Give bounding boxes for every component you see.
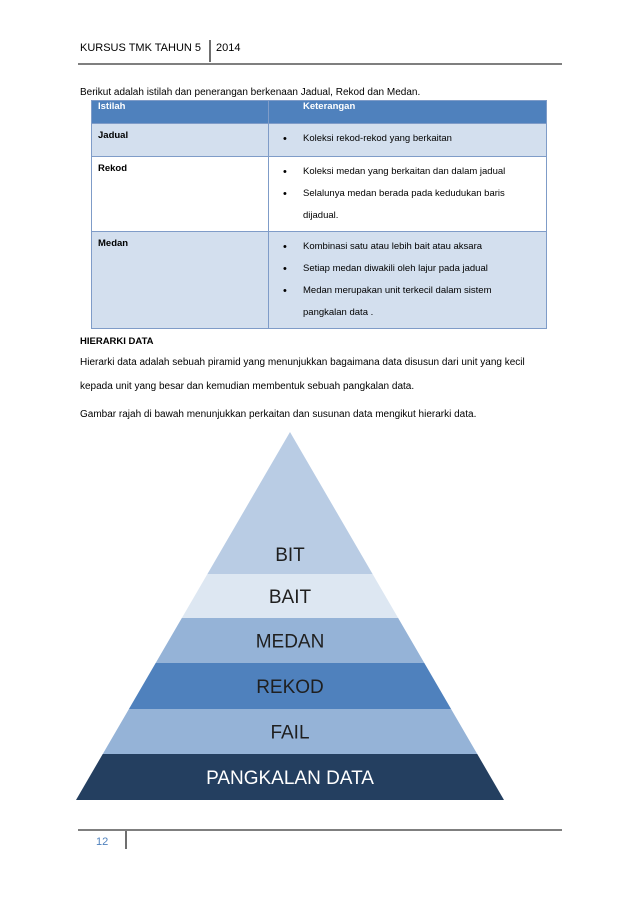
footer-rule: [78, 829, 562, 831]
paragraph-line: Hierarki data adalah sebuah piramid yang menunjukkan bagaimana data disusun dari unit yang kecil: [80, 357, 525, 368]
pyramid-label: BAIT: [268, 587, 312, 608]
description-cell: [269, 232, 547, 329]
table-header-term: Istilah: [92, 101, 269, 124]
page-number: 12: [96, 836, 109, 848]
pyramid-label: PANGKALAN DATA: [206, 768, 374, 789]
header-year: 2014: [216, 42, 241, 54]
paragraph: Gambar rajah di bawah menunjukkan perkaitan dan susunan data mengikut hierarki data.: [80, 409, 477, 420]
pyramid-label: REKOD: [256, 677, 324, 698]
terms-table: [91, 100, 547, 329]
description-point-continued: pangkalan data .: [303, 307, 374, 318]
table-header-row: [92, 101, 547, 124]
data-hierarchy-pyramid: [74, 430, 506, 802]
pyramid-label: FAIL: [270, 722, 310, 744]
description-point-continued: dijadual.: [303, 210, 339, 221]
description-cell: [269, 157, 547, 232]
header-separator: [209, 40, 211, 62]
pyramid-label: MEDAN: [255, 631, 325, 653]
term-cell: Medan: [92, 232, 269, 329]
table-row: [92, 157, 547, 232]
description-point: • Setiap medan diwakili oleh lajur pada jadual: [269, 258, 540, 280]
description-point: • Medan merupakan unit terkecil dalam sistem: [269, 280, 540, 302]
section-title: HIERARKI DATA: [80, 336, 154, 347]
table-row: [92, 232, 547, 329]
table-header-description: Keterangan: [269, 101, 547, 124]
paragraph-line: kepada unit yang besar dan kemudian membentuk sebuah pangkalan data.: [80, 381, 415, 392]
intro-text: Berikut adalah istilah dan penerangan berkenaan Jadual, Rekod dan Medan.: [80, 87, 421, 98]
description-point: • Koleksi medan yang berkaitan dan dalam jadual: [269, 161, 540, 183]
header-rule: [78, 63, 562, 65]
pyramid-label: BIT: [275, 545, 305, 566]
header-title: KURSUS TMK TAHUN 5: [80, 42, 202, 54]
term-cell: Rekod: [92, 157, 269, 232]
term-cell: Jadual: [92, 124, 269, 157]
page-number-separator: [125, 831, 127, 849]
description-point: • Kombinasi satu atau lebih bait atau aksara: [269, 236, 540, 258]
description-cell: [269, 124, 547, 157]
description-point: • Selalunya medan berada pada kedudukan baris: [269, 183, 540, 205]
description-point: • Koleksi rekod-rekod yang berkaitan: [269, 128, 540, 150]
table-row: [92, 124, 547, 157]
